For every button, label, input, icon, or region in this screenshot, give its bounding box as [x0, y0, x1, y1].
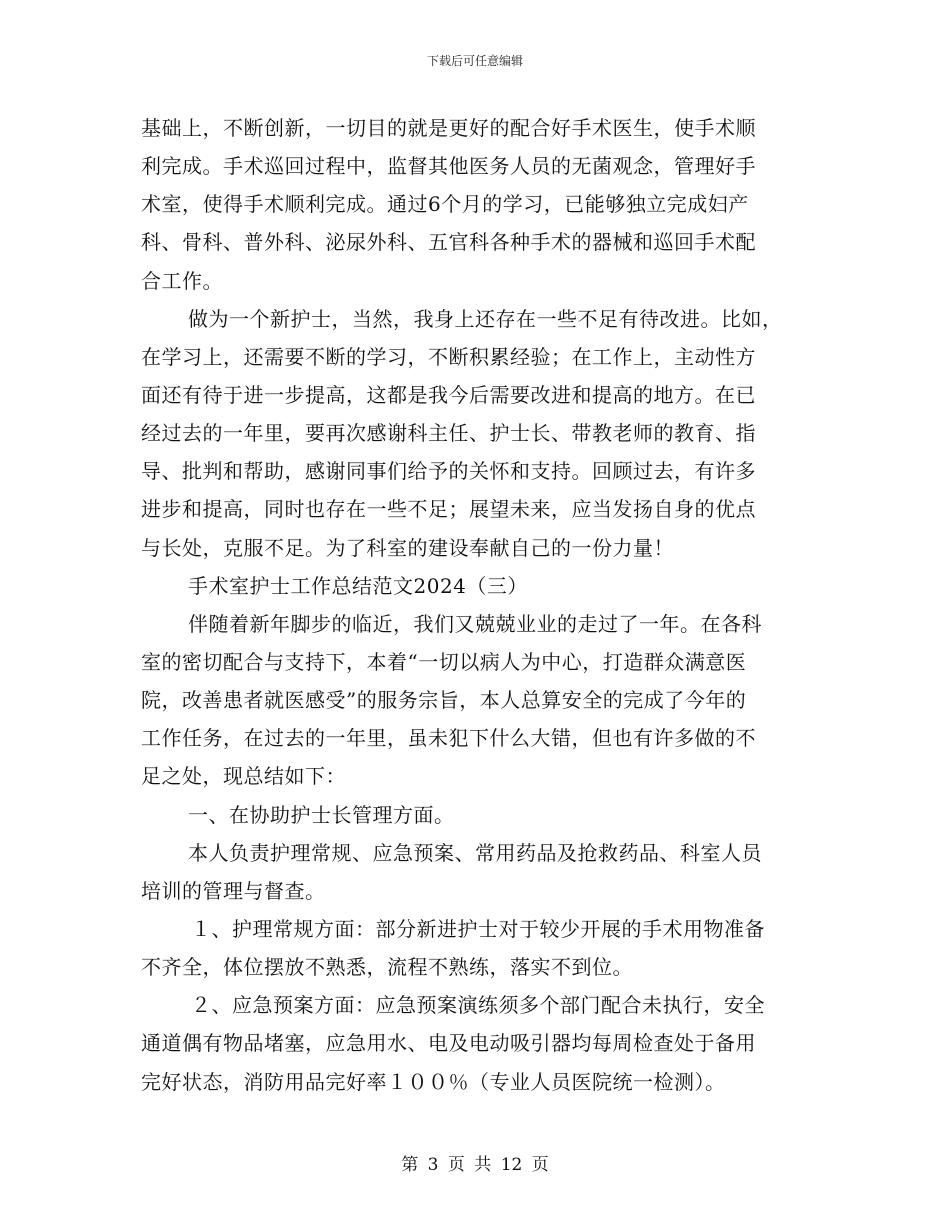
- text-line: 本人负责护理常规、应急预案、常用药品及抢救药品、科室人员: [188, 840, 762, 865]
- list-item: ２、应急预案方面：应急预案演练须多个部门配合未执行，安全: [191, 993, 765, 1018]
- document-body: [141, 109, 817, 1101]
- text-line: 基础上，不断创新，一切目的就是更好的配合好手术医生，使手术顺: [141, 116, 756, 140]
- text-line: 室的密切配合与支持下，本着“一切以病人为中心，打造群众满意医: [141, 649, 747, 674]
- text-line: 做为一个新护士，当然，我身上还存在一些不足有待改进。比如，: [188, 306, 783, 331]
- text-line: 进步和提高，同时也存在一些不足；展望未来，应当发扬自身的优点: [141, 497, 756, 522]
- page-number-footer: 第 3 页 共 12 页: [401, 1155, 549, 1175]
- text-line: 工作任务，在过去的一年里，虽未犯下什么大错，但也有许多做的不: [141, 726, 756, 751]
- text-line: 通道偶有物品堵塞，应急用水、电及电动吸引器均每周检查处于备用: [141, 1031, 756, 1056]
- subsection-heading: 一、在协助护士长管理方面。: [188, 802, 455, 827]
- text-line: 培训的管理与督查。: [141, 878, 326, 903]
- text-line: 伴随着新年脚步的临近，我们又兢兢业业的走过了一年。在各科: [188, 611, 762, 636]
- text-line: 导、批判和帮助，感谢同事们给予的关怀和支持。回顾过去，有许多: [141, 459, 756, 484]
- text-line: 完好状态，消防用品完好率１００％（专业人员医院统一检测）。: [141, 1069, 726, 1094]
- text-line: 不齐全，体位摆放不熟悉，流程不熟练，落实不到位。: [141, 955, 633, 980]
- text-line: 术室，使得手术顺利完成。通过6个月的学习，已能够独立完成妇产: [141, 192, 749, 217]
- section-heading: 手术室护士工作总结范文2024（三）: [188, 573, 528, 598]
- text-line: 院，改善患者就医感受”的服务宗旨，本人总算安全的完成了今年的: [141, 688, 747, 713]
- text-line: 与长处，克服不足。为了科室的建设奉献自己的一份力量！: [141, 535, 674, 560]
- page-header-note: 下载后可任意编辑: [426, 54, 523, 68]
- text-line: 在学习上，还需要不断的学习，不断积累经验；在工作上，主动性方: [141, 344, 756, 369]
- text-line: 合工作。: [141, 268, 223, 293]
- text-line: 足之处，现总结如下：: [141, 764, 346, 789]
- text-line: 经过去的一年里，要再次感谢科主任、护士长、带教老师的教育、指: [141, 421, 756, 446]
- list-item: １、护理常规方面：部分新进护士对于较少开展的手术用物准备: [191, 916, 765, 941]
- text-line: 科、骨科、普外科、泌尿外科、五官科各种手术的器械和巡回手术配: [141, 230, 756, 255]
- text-line: 利完成。手术巡回过程中，监督其他医务人员的无菌观念，管理好手: [141, 154, 756, 179]
- text-line: 面还有待于进一步提高，这都是我今后需要改进和提高的地方。在已: [141, 382, 756, 407]
